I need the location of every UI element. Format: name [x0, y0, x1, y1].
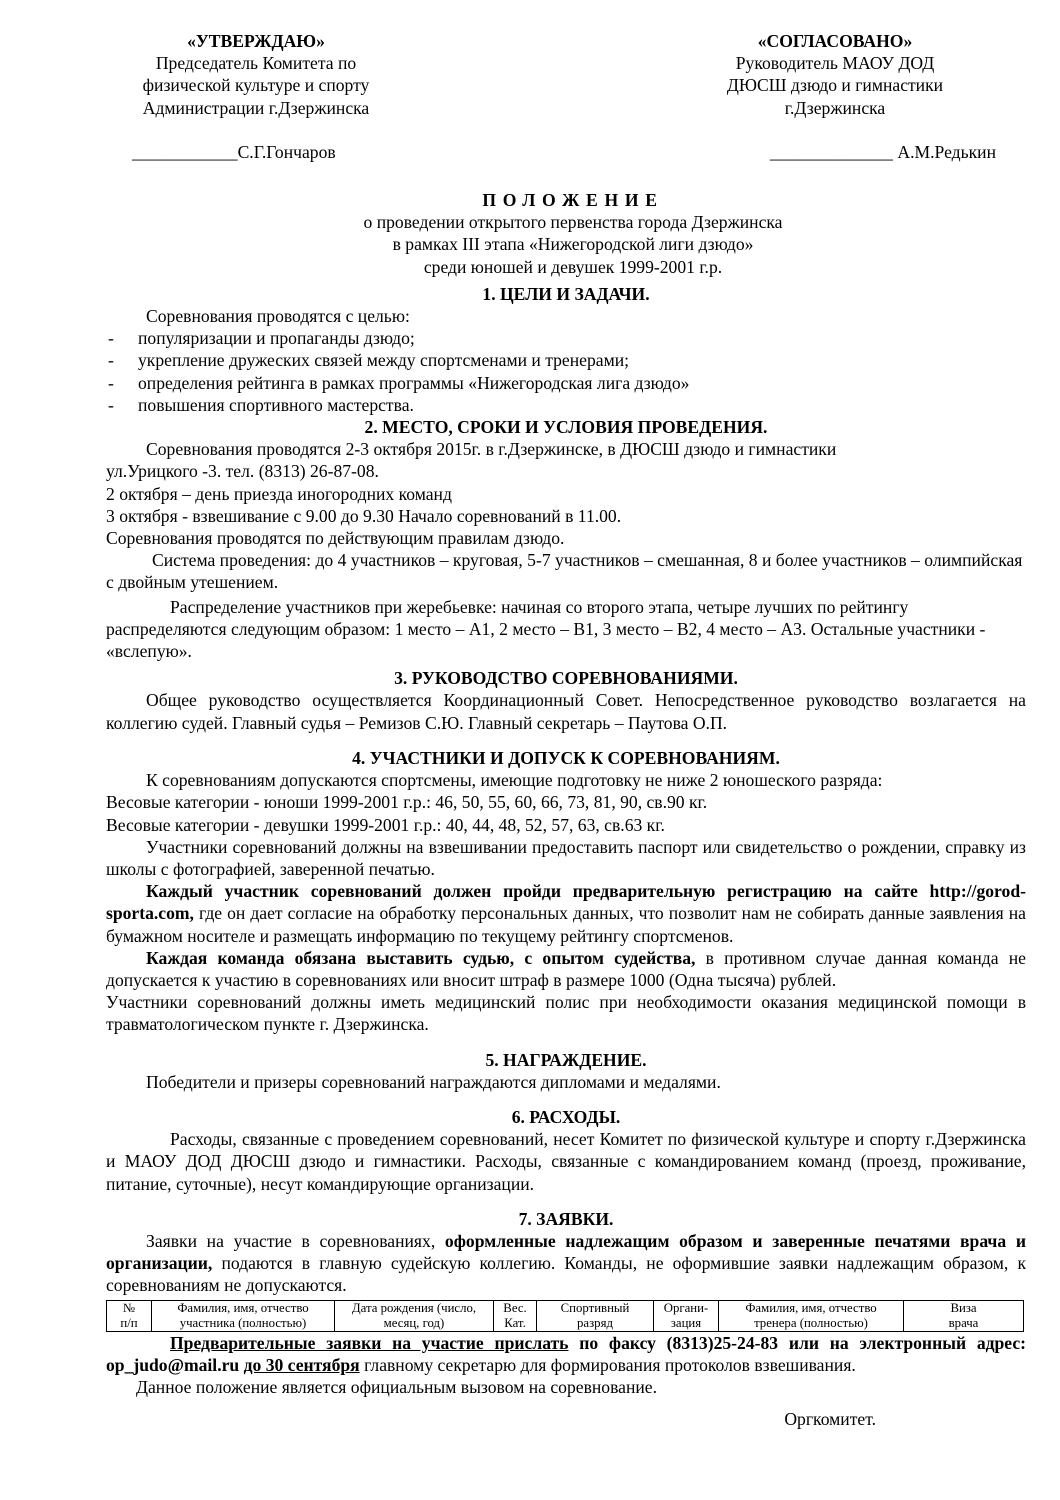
- list-item: - повышения спортивного мастерства.: [108, 394, 414, 415]
- weight-girls: Весовые категории - девушки 1999-2001 г.р.: 40, 44, 48, 52, 57, 63, св.63 кг.: [106, 814, 665, 835]
- deadline-underlined: до 30 сентября: [243, 1354, 360, 1375]
- table-row: [107, 1300, 1024, 1331]
- list-item: - определения рейтинга в рамках программы «Нижегородская лига дзюдо»: [108, 372, 690, 393]
- section-heading-goals: 1. ЦЕЛИ И ЗАДАЧИ.: [482, 283, 650, 304]
- approve-caption: «УТВЕРЖДАЮ»: [187, 31, 325, 51]
- official-call-line: Данное положение является официальным вызовом на соревнование.: [136, 1376, 658, 1397]
- table-header-cell: Фамилия, имя, отчество тренера (полностью): [719, 1300, 904, 1331]
- document-title: ПОЛОЖЕНИЕ: [482, 190, 664, 211]
- section-heading-applications: 7. ЗАЯВКИ.: [518, 1208, 614, 1229]
- insurance-paragraph: Участники соревнований должны иметь медицинский полис при необходимости оказания медицинской помощи в травматологическом пункте г. Дзержинска.: [106, 992, 1026, 1035]
- agree-line: ДЮСШ дзюдо и гимнастики: [726, 75, 944, 96]
- title-line: в рамках III этапа «Нижегородской лиги дзюдо»: [392, 234, 754, 255]
- agree-block: [690, 30, 980, 119]
- approve-line: Председатель Комитета по: [155, 53, 357, 74]
- goals-list: [106, 327, 1026, 416]
- approve-line: Администрации г.Дзержинска: [142, 97, 370, 118]
- section-heading-expenses: 6. РАСХОДЫ.: [511, 1106, 621, 1127]
- list-item: - популяризации и пропаганды дзюдо;: [108, 328, 415, 349]
- arrival-line: 2 октября – день приезда иногородних команд: [106, 483, 452, 504]
- place-address: ул.Урицкого -3. тел. (8313) 26-87-08.: [106, 461, 379, 482]
- approve-line: физической культуре и спорту: [142, 75, 370, 96]
- expenses-paragraph: Расходы, связанные с проведением соревнований, несет Комитет по физической культуре и спорту г.Дзержинска и МАОУ ДОД ДЮСШ дзюдо и гимнастики. Расходы, связанные с командированием команд (проезд, проживание, питание, суточные), несут командирующие организации.: [106, 1129, 1026, 1194]
- table-header-cell: Дата рождения (число, месяц, год): [335, 1300, 494, 1331]
- agree-signature: ______________ А.М.Редькин: [769, 141, 996, 162]
- title-line: среди юношей и девушек 1999-2001 г.р.: [423, 256, 723, 277]
- judge-paragraph: [106, 947, 1026, 991]
- table-header-cell: № п/п: [107, 1300, 152, 1331]
- section-heading-participants: 4. УЧАСТНИКИ И ДОПУСК К СОРЕВНОВАНИЯМ.: [352, 747, 780, 768]
- place-paragraph: Соревнования проводятся 2-3 октября 2015г. в г.Дзержинске, в ДЮСШ дзюдо и гимнастики: [146, 439, 837, 460]
- preliminary-paragraph: Предварительные заявки на участие прислать по факсу (8313)25-24-83 или на электронный адрес: op_judo@mail.ru до 30 сентября главному секретарю для формирования протоколов взвешивания.: [106, 1332, 1026, 1375]
- table-header-cell: Органи- зация: [654, 1300, 719, 1331]
- table-header-cell: Виза врача: [904, 1300, 1024, 1331]
- judge-text: в противном случае данная команда не допускается к участию в соревнованиях или вносит штраф в размере 1000 (Одна тысяча) рублей.: [106, 947, 1026, 990]
- table-header-cell: Спортивный разряд: [537, 1300, 654, 1331]
- table-header-cell: Вес. Кат.: [494, 1300, 537, 1331]
- application-table: [106, 1300, 1024, 1332]
- judge-bold: Каждая команда обязана выставить судью, с опытом судейства,: [146, 947, 696, 968]
- participants-admission: К соревнованиям допускаются спортсмены, имеющие подготовку не ниже 2 юношеского разряда:: [146, 770, 883, 791]
- preliminary-underlined: Предварительные заявки на участие прислать: [170, 1332, 569, 1353]
- registration-bold: Каждый участник соревнований должен пройди предварительную регистрацию на сайте http://gorod-sporta.com,: [106, 881, 1026, 924]
- weight-boys: Весовые категории - юноши 1999-2001 г.р.: 46, 50, 55, 60, 66, 73, 81, 90, св.90 кг.: [106, 792, 708, 813]
- section-heading-place: 2. МЕСТО, СРОКИ И УСЛОВИЯ ПРОВЕДЕНИЯ.: [364, 417, 768, 438]
- registration-text: где он дает согласие на обработку персональных данных, что позволит нам не собирать данные заявления на бумажном носителе и размещать информацию по текущему рейтингу спортсменов.: [106, 903, 1026, 946]
- management-paragraph: Общее руководство осуществляется Координационный Совет. Непосредственное руководство возлагается на коллегию судей. Главный судья – Ремизов С.Ю. Главный секретарь – Паутова О.П.: [106, 690, 1026, 733]
- header-block: [106, 30, 1026, 119]
- title-line: о проведении открытого первенства города Дзержинска: [363, 212, 783, 233]
- applications-bold: оформленные надлежащим образом и заверенные печатями врача и организации,: [106, 1230, 1026, 1274]
- org-committee-signature: Оргкомитет.: [784, 1409, 876, 1430]
- approve-block: [106, 30, 406, 119]
- approve-signature: ____________С.Г.Гончаров: [132, 141, 336, 162]
- agree-caption: «СОГЛАСОВАНО»: [757, 31, 913, 51]
- goals-intro: Соревнования проводятся с целью:: [146, 306, 410, 327]
- weigh-in-line: 3 октября - взвешивание с 9.00 до 9.30 Начало соревнований в 11.00.: [106, 505, 622, 526]
- draw-paragraph: Распределение участников при жеребьевке: начиная со второго этапа, четыре лучших по рейтингу распределяются следующим образом: 1 место – А1, 2 место – В1, 3 место – В2, 4 место – А3. Остальные участники - «вслепую».: [106, 596, 986, 662]
- section-heading-management: 3. РУКОВОДСТВО СОРЕВНОВАНИЯМИ.: [394, 668, 738, 689]
- documents-paragraph: Участники соревнований должны на взвешивании предоставить паспорт или свидетельство о рождении, справку из школы с фотографией, заверенной печатью.: [106, 836, 1026, 879]
- agree-line: г.Дзержинска: [784, 97, 886, 118]
- awards-paragraph: Победители и призеры соревнований награждаются дипломами и медалями.: [146, 1071, 721, 1092]
- registration-paragraph: [106, 880, 1026, 947]
- section-heading-awards: 5. НАГРАЖДЕНИЕ.: [485, 1049, 647, 1070]
- list-item: - укрепление дружеских связей между спортсменами и тренерами;: [108, 350, 630, 371]
- applications-paragraph: Заявки на участие в соревнованиях, оформленные надлежащим образом и заверенные печатями врача и организации, подаются в главную судейскую коллегию. Команды, не оформившие заявки надлежащим образом, к соревнованиям не допускаются.: [106, 1230, 1026, 1296]
- rules-line: Соревнования проводятся по действующим правилам дзюдо.: [106, 528, 565, 549]
- agree-line: Руководитель МАОУ ДОД: [735, 53, 935, 74]
- signature-row: [106, 141, 1026, 163]
- table-header-cell: Фамилия, имя, отчество участника (полностью): [152, 1300, 335, 1331]
- system-paragraph: Система проведения: до 4 участников – круговая, 5-7 участников – смешанная, 8 и более участников – олимпийская с двойным утешением.: [106, 550, 1023, 593]
